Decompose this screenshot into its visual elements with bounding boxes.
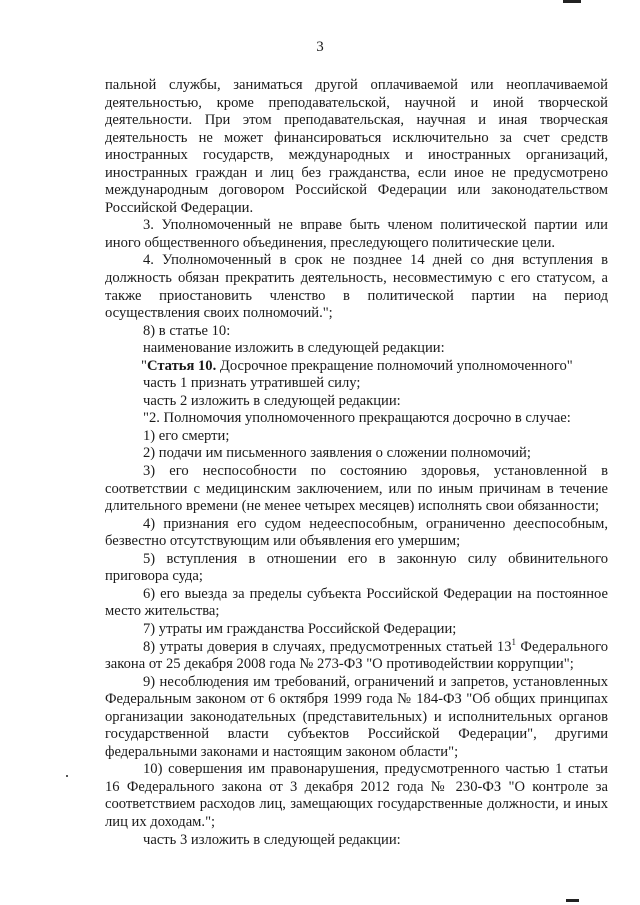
scan-mark-bottom	[566, 899, 579, 902]
scan-mark-top	[563, 0, 581, 3]
document-body	[105, 77, 608, 849]
paragraph-continuation: пальной службы, заниматься другой оплачиваемой или неоплачиваемой деятельностью, кроме преподавательской, научной и иной творческой деятельности. При этом преподавательская, научная и иная творческая деятельность не может финансироваться исключительно за счет средств иностранных государств, международных и иностранных организаций, иностранных граждан и лиц без гражданства, если иное не предусмотрено международным договором Российской Федерации или законодательством Российской Федерации.	[105, 77, 608, 216]
article-heading-quote: "	[141, 357, 147, 374]
paragraph-point-8: 8) в статье 10:	[143, 322, 231, 339]
list-item-8-text-end: Федерального закона от 25 декабря 2008 года № 273-ФЗ "О противодействии коррупции";	[105, 638, 608, 673]
paragraph-part-3: часть 3 изложить в следующей редакции:	[143, 831, 401, 848]
article-heading-title: Досрочное прекращение полномочий уполномоченного"	[216, 357, 573, 374]
list-item-8-text: 8) утраты доверия в случаях, предусмотренных статьей 13	[143, 638, 512, 655]
article-heading	[105, 358, 608, 376]
paragraph-part-1: часть 1 признать утратившей силу;	[143, 375, 361, 392]
list-item-5: 5) вступления в отношении его в законную силу обвинительного приговора суда;	[105, 550, 608, 585]
paragraph-title-instruction: наименование изложить в следующей редакции:	[143, 340, 445, 357]
list-item-9: 9) несоблюдения им требований, ограничений и запретов, установленных Федеральным законом от 6 октября 1999 года № 184-ФЗ "Об общих принципах организации законодательных (представительных) и исполнительных органов государственной власти субъектов Российской Федерации", другими федеральными законами и настоящим законом области";	[105, 673, 608, 760]
list-item-1: 1) его смерти;	[143, 427, 230, 444]
list-item-6: 6) его выезда за пределы субъекта Российской Федерации на постоянное место жительства;	[105, 585, 608, 620]
article-heading-number: Статья 10.	[146, 357, 217, 374]
list-item-10: 10) совершения им правонарушения, предусмотренного частью 1 статьи 16 Федерального закона от 3 декабря 2012 года № 230-ФЗ "О контроле за соответствием расходов лиц, замещающих государственные должности, и иных лиц их доходам.";	[105, 761, 608, 830]
list-item-2: 2) подачи им письменного заявления о сложении полномочий;	[143, 445, 531, 462]
paragraph-part-2: часть 2 изложить в следующей редакции:	[143, 392, 401, 409]
list-item-7: 7) утраты им гражданства Российской Федерации;	[143, 620, 457, 637]
list-item-8-superscript: 1	[511, 636, 517, 647]
list-item-4: 4) признания его судом недееспособным, ограниченно дееспособным, безвестно отсутствующим или объявления его умершим;	[105, 515, 608, 550]
paragraph-item-3: 3. Уполномоченный не вправе быть членом политической партии или иного общественного объединения, преследующего политические цели.	[105, 217, 608, 251]
paragraph-item-4: 4. Уполномоченный в срок не позднее 14 дней со дня вступления в должность обязан прекратить деятельность, несовместимую с его статусом, а также приостановить членство в политической партии на период осуществления своих полномочий.";	[105, 252, 608, 322]
scan-speck	[66, 775, 68, 777]
page-number: 3	[316, 39, 324, 55]
list-item-3: 3) его неспособности по состоянию здоровья, установленной в соответствии с медицинским заключением, или по иным причинам в течение длительного времени (не менее четырех месяцев) исполнять свои обязанности;	[105, 463, 608, 515]
paragraph-termination-intro: "2. Полномочия уполномоченного прекращаются досрочно в случае:	[143, 410, 571, 427]
list-item-8	[105, 636, 608, 674]
